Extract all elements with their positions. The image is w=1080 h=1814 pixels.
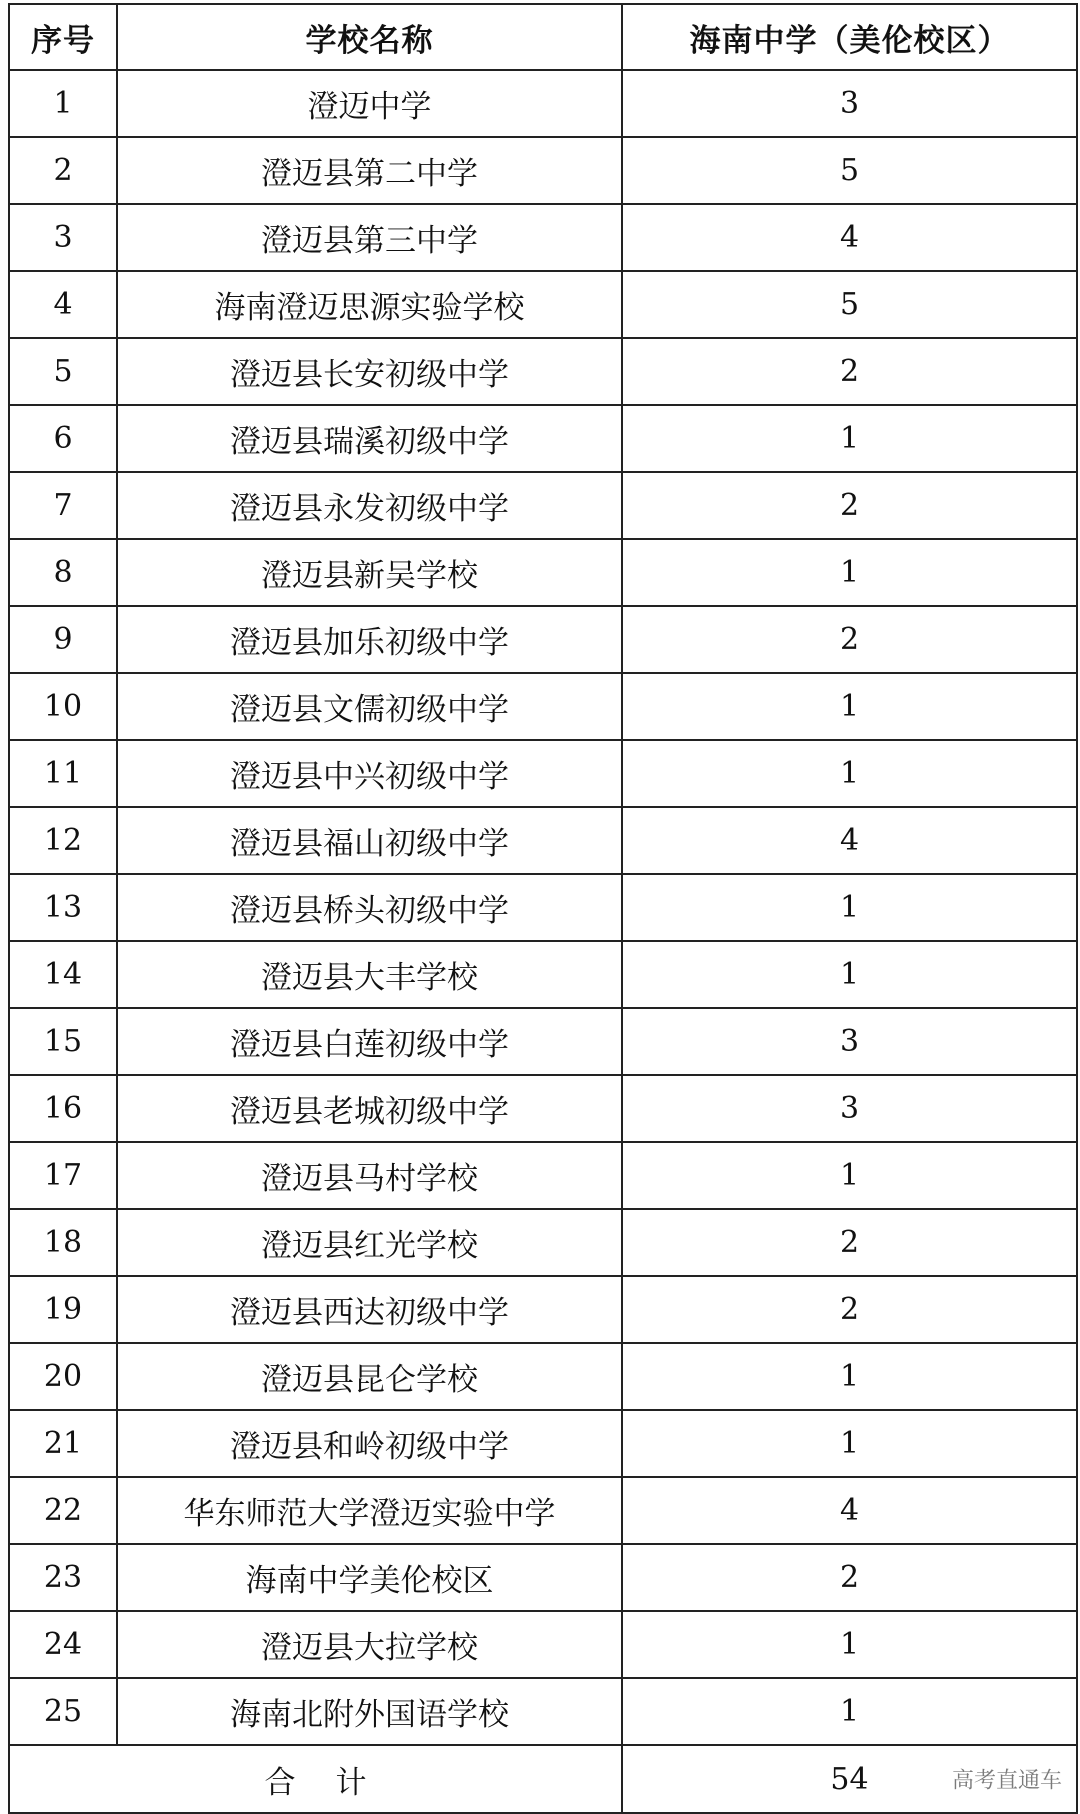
cell-index: 14 — [9, 941, 117, 1008]
cell-quota: 3 — [622, 70, 1077, 137]
cell-index: 8 — [9, 539, 117, 606]
table-row — [9, 405, 1077, 472]
cell-index: 11 — [9, 740, 117, 807]
cell-quota: 2 — [622, 1209, 1077, 1276]
cell-index: 15 — [9, 1008, 117, 1075]
table-row — [9, 70, 1077, 137]
cell-school-name: 澄迈中学 — [117, 70, 622, 137]
table-row — [9, 1611, 1077, 1678]
cell-quota: 2 — [622, 1276, 1077, 1343]
total-label: 合计 — [264, 1764, 407, 1801]
table-row — [9, 1477, 1077, 1544]
cell-school-name: 海南中学美伦校区 — [117, 1544, 622, 1611]
cell-quota: 3 — [622, 1008, 1077, 1075]
cell-index: 18 — [9, 1209, 117, 1276]
cell-school-name: 澄迈县马村学校 — [117, 1142, 622, 1209]
table-body — [9, 70, 1077, 1745]
cell-school-name: 澄迈县西达初级中学 — [117, 1276, 622, 1343]
cell-school-name: 澄迈县红光学校 — [117, 1209, 622, 1276]
cell-school-name: 海南北附外国语学校 — [117, 1678, 622, 1745]
cell-quota: 1 — [622, 941, 1077, 1008]
table-row — [9, 1544, 1077, 1611]
table-row — [9, 1276, 1077, 1343]
table-row — [9, 673, 1077, 740]
cell-quota: 2 — [622, 338, 1077, 405]
cell-index: 2 — [9, 137, 117, 204]
table-row — [9, 1008, 1077, 1075]
cell-quota: 4 — [622, 807, 1077, 874]
cell-quota: 1 — [622, 673, 1077, 740]
header-index: 序号 — [9, 4, 117, 70]
cell-school-name: 澄迈县大拉学校 — [117, 1611, 622, 1678]
cell-quota: 1 — [622, 874, 1077, 941]
cell-school-name: 澄迈县新吴学校 — [117, 539, 622, 606]
table-row — [9, 338, 1077, 405]
cell-index: 19 — [9, 1276, 117, 1343]
cell-index: 20 — [9, 1343, 117, 1410]
cell-index: 25 — [9, 1678, 117, 1745]
cell-school-name: 澄迈县文儒初级中学 — [117, 673, 622, 740]
cell-quota: 1 — [622, 1678, 1077, 1745]
total-value: 54 — [830, 1761, 869, 1797]
cell-school-name: 澄迈县白莲初级中学 — [117, 1008, 622, 1075]
cell-school-name: 澄迈县中兴初级中学 — [117, 740, 622, 807]
table-row — [9, 1410, 1077, 1477]
cell-school-name: 澄迈县第二中学 — [117, 137, 622, 204]
table-row — [9, 740, 1077, 807]
cell-quota: 2 — [622, 1544, 1077, 1611]
cell-quota: 1 — [622, 539, 1077, 606]
total-label-cell — [9, 1745, 622, 1813]
cell-school-name: 澄迈县福山初级中学 — [117, 807, 622, 874]
cell-index: 23 — [9, 1544, 117, 1611]
header-school-name: 学校名称 — [117, 4, 622, 70]
cell-index: 9 — [9, 606, 117, 673]
cell-index: 4 — [9, 271, 117, 338]
cell-school-name: 澄迈县和岭初级中学 — [117, 1410, 622, 1477]
table-header-row — [9, 4, 1077, 70]
table-row — [9, 271, 1077, 338]
cell-index: 22 — [9, 1477, 117, 1544]
table-row — [9, 137, 1077, 204]
table-row — [9, 941, 1077, 1008]
cell-school-name: 澄迈县大丰学校 — [117, 941, 622, 1008]
table-row — [9, 204, 1077, 271]
table-row — [9, 1678, 1077, 1745]
cell-school-name: 海南澄迈思源实验学校 — [117, 271, 622, 338]
total-value-cell — [622, 1745, 1077, 1813]
table-row — [9, 1142, 1077, 1209]
cell-quota: 1 — [622, 1410, 1077, 1477]
cell-index: 1 — [9, 70, 117, 137]
cell-school-name: 澄迈县昆仑学校 — [117, 1343, 622, 1410]
cell-quota: 5 — [622, 271, 1077, 338]
table-row — [9, 472, 1077, 539]
cell-quota: 1 — [622, 1343, 1077, 1410]
cell-school-name: 澄迈县瑞溪初级中学 — [117, 405, 622, 472]
cell-index: 12 — [9, 807, 117, 874]
cell-quota: 4 — [622, 1477, 1077, 1544]
cell-school-name: 澄迈县第三中学 — [117, 204, 622, 271]
cell-index: 10 — [9, 673, 117, 740]
cell-quota: 1 — [622, 1142, 1077, 1209]
cell-school-name: 澄迈县老城初级中学 — [117, 1075, 622, 1142]
table-row — [9, 874, 1077, 941]
cell-index: 13 — [9, 874, 117, 941]
cell-index: 16 — [9, 1075, 117, 1142]
table-row — [9, 1209, 1077, 1276]
cell-quota: 4 — [622, 204, 1077, 271]
cell-school-name: 澄迈县长安初级中学 — [117, 338, 622, 405]
cell-index: 24 — [9, 1611, 117, 1678]
table-row — [9, 1343, 1077, 1410]
table-row — [9, 807, 1077, 874]
cell-school-name: 澄迈县桥头初级中学 — [117, 874, 622, 941]
cell-quota: 1 — [622, 405, 1077, 472]
cell-quota: 2 — [622, 606, 1077, 673]
total-row — [9, 1745, 1077, 1813]
cell-quota: 1 — [622, 740, 1077, 807]
cell-quota: 2 — [622, 472, 1077, 539]
cell-school-name: 澄迈县加乐初级中学 — [117, 606, 622, 673]
cell-index: 17 — [9, 1142, 117, 1209]
cell-quota: 1 — [622, 1611, 1077, 1678]
cell-index: 21 — [9, 1410, 117, 1477]
cell-index: 6 — [9, 405, 117, 472]
table-row — [9, 1075, 1077, 1142]
table-row — [9, 539, 1077, 606]
cell-school-name: 澄迈县永发初级中学 — [117, 472, 622, 539]
table-row — [9, 606, 1077, 673]
cell-index: 3 — [9, 204, 117, 271]
cell-school-name: 华东师范大学澄迈实验中学 — [117, 1477, 622, 1544]
cell-quota: 5 — [622, 137, 1077, 204]
header-quota: 海南中学（美伦校区） — [622, 4, 1077, 70]
cell-quota: 3 — [622, 1075, 1077, 1142]
quota-table-container — [8, 3, 1076, 1814]
cell-index: 5 — [9, 338, 117, 405]
cell-index: 7 — [9, 472, 117, 539]
quota-table — [8, 3, 1078, 1814]
watermark-text: 高考直通车 — [951, 1768, 1062, 1794]
